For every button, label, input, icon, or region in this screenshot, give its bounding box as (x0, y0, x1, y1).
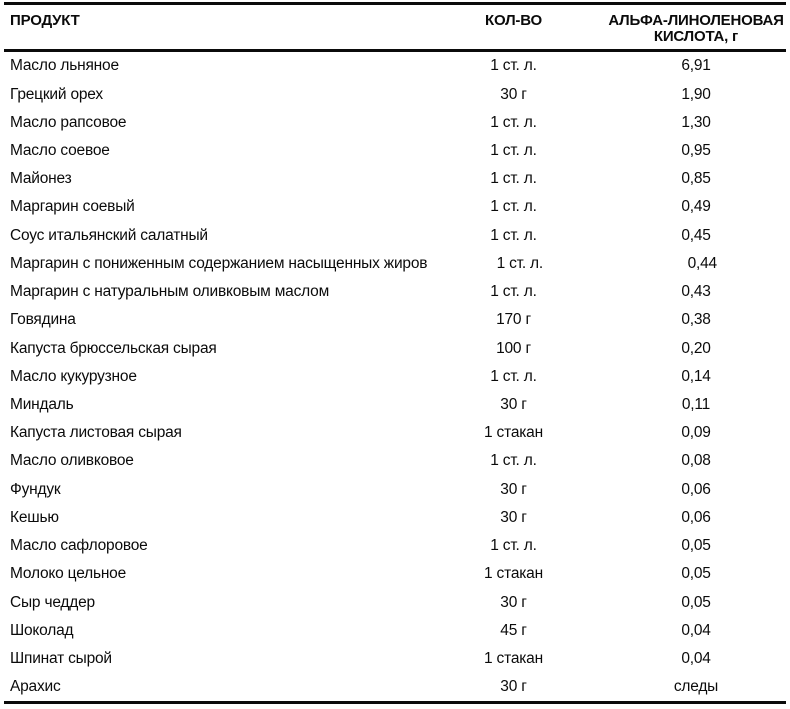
value-cell: 0,44 (687, 254, 717, 272)
product-cell: Капуста брюссельская сырая (10, 339, 217, 357)
product-cell: Масло льняное (10, 57, 119, 75)
value-cell: 6,91 (681, 57, 711, 75)
table-row (4, 52, 786, 80)
column-header-acid-line2: КИСЛОТА, г (653, 28, 739, 45)
table-row (4, 447, 786, 475)
bottom-rule (4, 701, 786, 704)
table-row (4, 137, 786, 165)
quantity-cell: 1 стакан (484, 649, 543, 667)
table-row (4, 532, 786, 560)
table-row (4, 475, 786, 503)
value-cell: 0,08 (681, 452, 711, 470)
product-cell: Соус итальянский салатный (10, 226, 208, 244)
quantity-cell: 30 г (500, 395, 527, 413)
value-cell: 0,20 (681, 339, 711, 357)
table-row (4, 645, 786, 673)
table-row (4, 616, 786, 644)
quantity-cell: 30 г (500, 678, 527, 696)
value-cell: 0,05 (681, 537, 711, 555)
product-cell: Шоколад (10, 621, 74, 639)
table-row (4, 362, 786, 390)
table-row (4, 419, 786, 447)
column-header-quantity: КОЛ-ВО (485, 12, 542, 29)
quantity-cell: 1 ст. л. (490, 113, 537, 131)
table-row (4, 673, 786, 701)
table-row (4, 278, 786, 306)
quantity-cell: 170 г (496, 311, 531, 329)
quantity-cell: 1 ст. л. (490, 537, 537, 555)
product-cell: Молоко цельное (10, 565, 127, 583)
table-row (4, 504, 786, 532)
value-cell: 0,95 (681, 142, 711, 160)
product-cell: Капуста листовая сырая (10, 424, 182, 442)
quantity-cell: 100 г (496, 339, 531, 357)
quantity-cell: 1 ст. л. (490, 452, 537, 470)
quantity-cell: 30 г (500, 593, 527, 611)
quantity-cell: 1 стакан (484, 424, 543, 442)
product-cell: Маргарин с пониженным содержанием насыщенных жиров (10, 254, 428, 272)
product-cell: Масло кукурузное (10, 367, 137, 385)
quantity-cell: 1 ст. л. (490, 142, 537, 160)
value-cell: 1,90 (681, 85, 711, 103)
quantity-cell: 30 г (500, 480, 527, 498)
value-cell: 0,04 (681, 621, 711, 639)
value-cell: 0,85 (681, 170, 711, 188)
table-header-row (0, 5, 790, 49)
value-cell: 0,38 (681, 311, 711, 329)
table-row (4, 193, 786, 221)
value-cell: 0,49 (681, 198, 711, 216)
product-cell: Маргарин соевый (10, 198, 135, 216)
product-cell: Фундук (10, 480, 61, 498)
product-cell: Кешью (10, 508, 59, 526)
product-cell: Говядина (10, 311, 76, 329)
product-cell: Масло сафлоровое (10, 537, 148, 555)
product-cell: Шпинат сырой (10, 649, 112, 667)
column-header-acid-line1: АЛЬФА-ЛИНОЛЕНОВАЯ (608, 12, 784, 29)
table-row (4, 588, 786, 616)
value-cell: 0,06 (681, 480, 711, 498)
value-cell: 0,14 (681, 367, 711, 385)
table-row (4, 108, 786, 136)
table-row (4, 221, 786, 249)
value-cell: 1,30 (681, 113, 711, 131)
table-row (4, 165, 786, 193)
quantity-cell: 1 ст. л. (490, 198, 537, 216)
value-cell: 0,09 (681, 424, 711, 442)
column-header-acid (606, 5, 786, 45)
value-cell: 0,05 (681, 593, 711, 611)
table-row (4, 391, 786, 419)
quantity-cell: 30 г (500, 85, 527, 103)
product-cell: Миндаль (10, 395, 74, 413)
value-cell: 0,11 (681, 395, 711, 413)
quantity-cell: 1 ст. л. (490, 170, 537, 188)
product-cell: Масло соевое (10, 142, 110, 160)
quantity-cell: 1 ст. л. (490, 57, 537, 75)
table-row (4, 560, 786, 588)
product-cell: Сыр чеддер (10, 593, 95, 611)
value-cell: 0,45 (681, 226, 711, 244)
value-cell: 0,04 (681, 649, 711, 667)
quantity-cell: 45 г (500, 621, 527, 639)
product-cell: Майонез (10, 170, 72, 188)
product-cell: Грецкий орех (10, 85, 103, 103)
table-row (4, 250, 786, 278)
table-body (0, 52, 790, 701)
quantity-cell: 1 ст. л. (490, 226, 537, 244)
value-cell: следы (673, 678, 719, 696)
quantity-cell: 1 ст. л. (496, 254, 543, 272)
quantity-cell: 1 ст. л. (490, 367, 537, 385)
product-cell: Арахис (10, 678, 61, 696)
product-cell: Масло рапсовое (10, 113, 127, 131)
product-cell: Масло оливковое (10, 452, 134, 470)
value-cell: 0,43 (681, 283, 711, 301)
quantity-cell: 1 ст. л. (490, 283, 537, 301)
table-row (4, 334, 786, 362)
product-cell: Маргарин с натуральным оливковым маслом (10, 283, 330, 301)
quantity-cell: 30 г (500, 508, 527, 526)
column-header-product: ПРОДУКТ (10, 12, 80, 29)
table-row (4, 80, 786, 108)
value-cell: 0,06 (681, 508, 711, 526)
value-cell: 0,05 (681, 565, 711, 583)
table-row (4, 306, 786, 334)
quantity-cell: 1 стакан (484, 565, 543, 583)
